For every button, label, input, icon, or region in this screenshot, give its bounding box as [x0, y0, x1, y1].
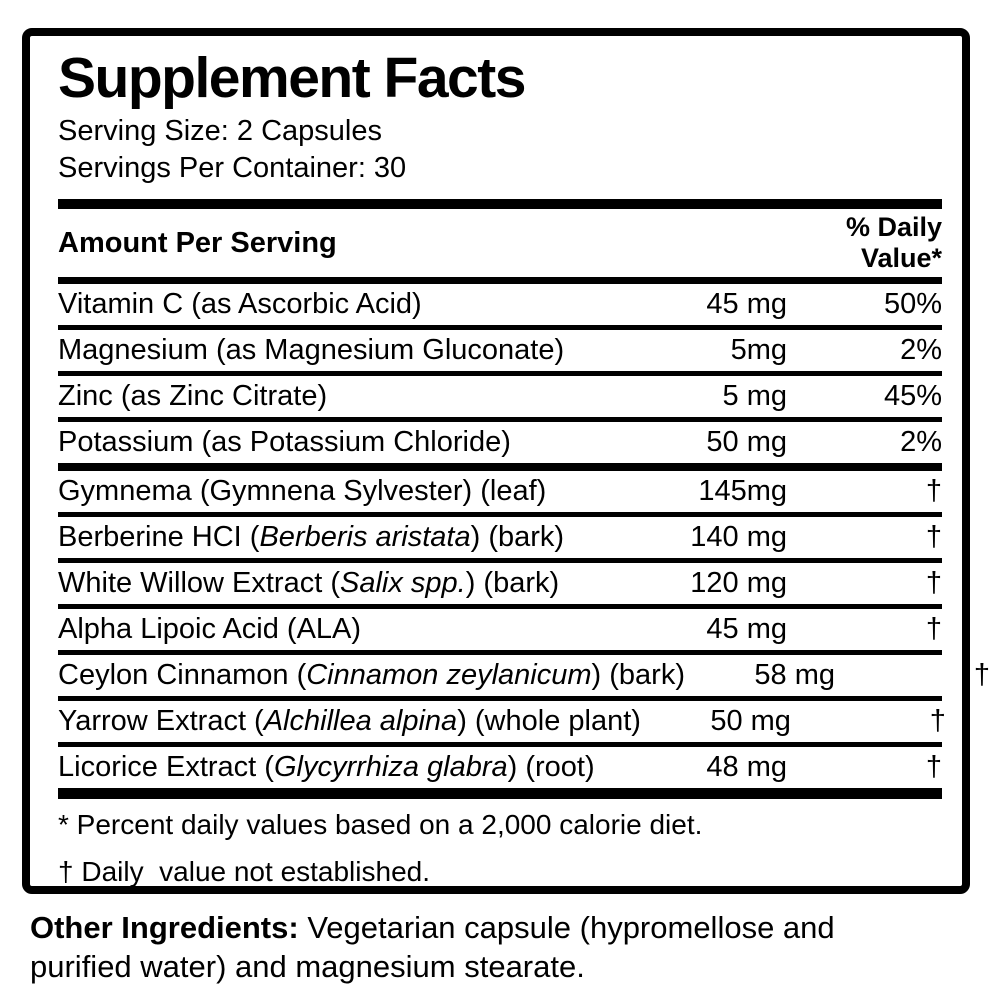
ingredient-name: White Willow Extract (Salix spp.) (bark) — [58, 567, 560, 599]
servings-per-container-line: Servings Per Container: 30 — [58, 152, 407, 184]
footnote-daily-value-not-established: † Daily value not established. — [58, 856, 430, 887]
ingredient-name: Alpha Lipoic Acid (ALA) — [58, 613, 362, 645]
divider-footnotes-top — [58, 788, 942, 799]
other-ingredients-body: Vegetarian capsule (hypromellose and purified water) and magnesium stearate. — [30, 910, 835, 984]
ingredient-name: Licorice Extract (Glycyrrhiza glabra) (root) — [58, 751, 595, 783]
ingredient-amount: 5mg — [730, 334, 787, 366]
ingredient-amount: 140 mg — [690, 521, 787, 553]
ingredient-name: Magnesium (as Magnesium Gluconate) — [58, 334, 565, 366]
ingredient-name: Vitamin C (as Ascorbic Acid) — [58, 288, 422, 320]
ingredient-row-magnesium — [58, 330, 942, 371]
ingredient-daily-value: † — [929, 705, 946, 737]
daily-value-header-line2: Value* — [860, 243, 942, 273]
ingredient-amount: 45 mg — [706, 288, 787, 320]
ingredient-name: Zinc (as Zinc Citrate) — [58, 380, 328, 412]
daily-value-header-line1: % Daily — [845, 211, 942, 242]
ingredient-daily-value: † — [925, 567, 942, 599]
ingredient-name: Ceylon Cinnamon (Cinnamon zeylanicum) (bark) — [58, 659, 685, 691]
ingredient-name: Yarrow Extract (Alchillea alpina) (whole plant) — [58, 705, 641, 737]
ingredient-daily-value: † — [973, 659, 990, 691]
ingredient-row-gymnema — [58, 471, 942, 512]
amount-per-serving-header: Amount Per Serving — [58, 226, 337, 259]
other-ingredients-label: Other Ingredients: — [30, 910, 299, 945]
ingredient-row-potassium — [58, 422, 942, 463]
divider-section — [58, 463, 942, 471]
ingredient-amount: 50 mg — [706, 426, 787, 458]
ingredient-amount: 58 mg — [754, 659, 835, 691]
ingredient-daily-value: † — [925, 475, 942, 507]
ingredient-daily-value: † — [925, 613, 942, 645]
ingredient-daily-value: † — [925, 521, 942, 553]
ingredient-amount: 45 mg — [706, 613, 787, 645]
divider-heavy-top — [58, 199, 942, 209]
ingredient-row-zinc — [58, 376, 942, 417]
ingredient-amount: 48 mg — [706, 751, 787, 783]
ingredient-row-vitamin-c — [58, 284, 942, 325]
panel-title: Supplement Facts — [58, 46, 525, 110]
ingredient-daily-value: 2% — [900, 334, 942, 366]
ingredient-daily-value: † — [925, 751, 942, 783]
ingredient-daily-value: 45% — [883, 380, 942, 412]
ingredient-name: Potassium (as Potassium Chloride) — [58, 426, 511, 458]
ingredient-amount: 120 mg — [690, 567, 787, 599]
ingredient-amount: 145mg — [698, 475, 787, 507]
divider-header-bottom — [58, 277, 942, 284]
table-header-row — [58, 209, 942, 277]
ingredient-daily-value: 2% — [900, 426, 942, 458]
daily-value-header — [846, 212, 942, 274]
ingredient-row-licorice — [58, 747, 942, 788]
ingredient-amount: 5 mg — [722, 380, 787, 412]
ingredient-name: Gymnema (Gymnena Sylvester) (leaf) — [58, 475, 547, 507]
serving-size-line: Serving Size: 2 Capsules — [58, 115, 382, 147]
ingredient-row-white-willow — [58, 563, 942, 604]
ingredient-daily-value: 50% — [883, 288, 942, 320]
ingredient-amount: 50 mg — [710, 705, 791, 737]
supplement-facts-panel — [22, 28, 990, 894]
ingredient-name: Berberine HCI (Berberis aristata) (bark) — [58, 521, 565, 553]
footnote-percent-daily-value: * Percent daily values based on a 2,000 calorie diet. — [58, 809, 703, 840]
ingredient-row-berberine — [58, 517, 942, 558]
other-ingredients-text — [30, 908, 920, 986]
ingredient-row-ceylon-cinnamon — [58, 655, 990, 696]
ingredient-row-alpha-lipoic-acid — [58, 609, 942, 650]
ingredient-row-yarrow — [58, 701, 946, 742]
